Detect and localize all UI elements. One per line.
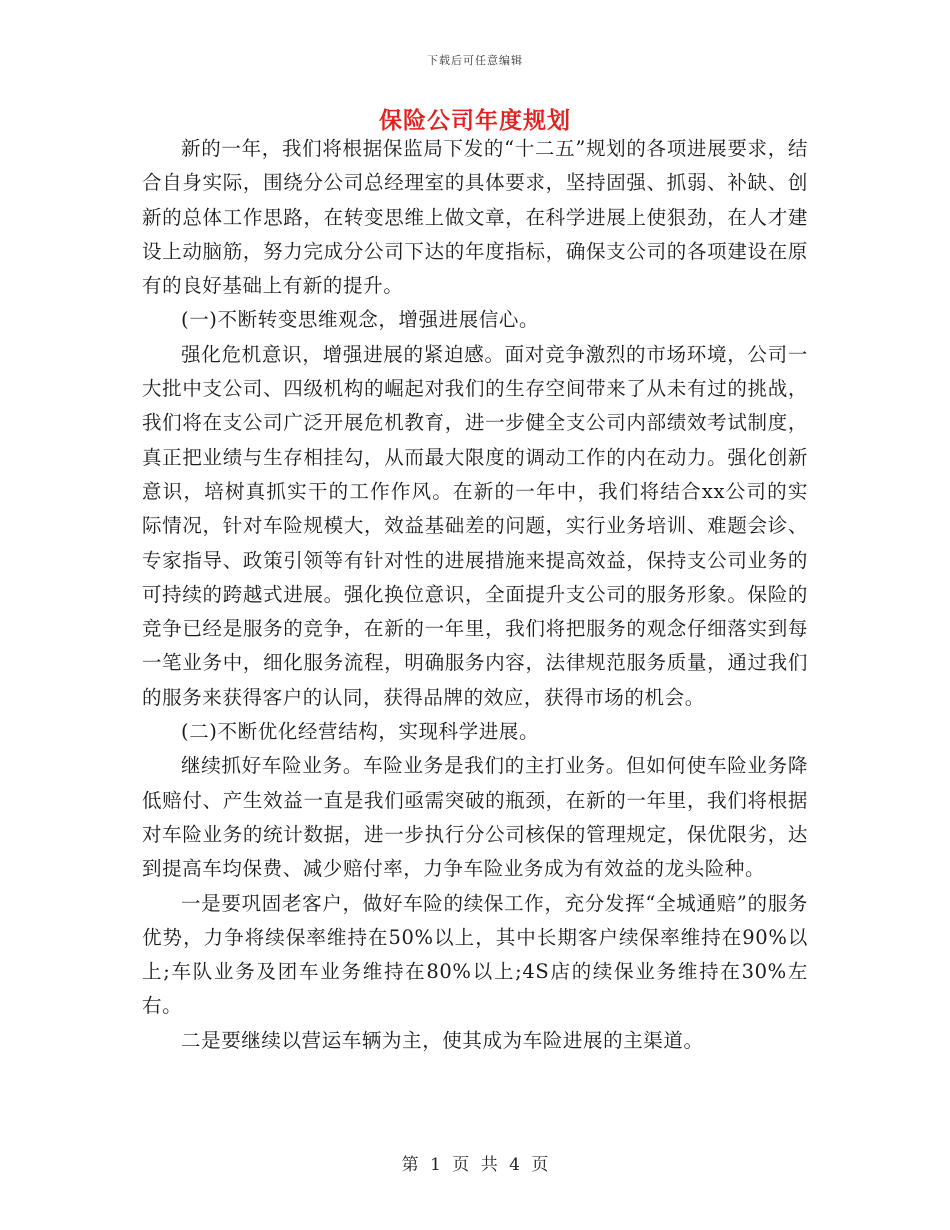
header-note: 下载后可任意编辑	[427, 54, 523, 67]
document-body	[142, 132, 808, 1058]
section-heading-2: (二)不断优化经营结构，实现科学进展。	[181, 720, 540, 744]
paragraph-intro: 新的一年，我们将根据保监局下发的“十二五”规划的各项进展要求，结合自身实际，围绕分公司总经理室的具体要求，坚持固强、抓弱、补缺、创新的总体工作思路，在转变思维上做文章，在科学进展上使狠劲，在人才建设上动脑筋，努力完成分公司下达的年度指标，确保支公司的各项建设在原有的良好基础上有新的提升。	[142, 137, 808, 298]
paragraph-awareness: 强化危机意识，增强进展的紧迫感。面对竞争激烈的市场环境，公司一大批中支公司、四级机构的崛起对我们的生存空间带来了从未有过的挑战，我们将在支公司广泛开展危机教育，进一步健全支公司内部绩效考试制度，真正把业绩与生存相挂勾，从而最大限度的调动工作的内在动力。强化创新意识，培树真抓实干的工作作风。在新的一年中，我们将结合xx公司的实际情况，针对车险规模大，效益基础差的问题，实行业务培训、难题会诊、专家指导、政策引领等有针对性的进展措施来提高效益，保持支公司业务的可持续的跨越式进展。强化换位意识，全面提升支公司的服务形象。保险的竞争已经是服务的竞争，在新的一年里，我们将把服务的观念仔细落实到每一笔业务中，细化服务流程，明确服务内容，法律规范服务质量，通过我们的服务来获得客户的认同，获得品牌的效应，获得市场的机会。	[142, 342, 808, 709]
document-title: 保险公司年度规划	[379, 107, 571, 134]
page-number-footer: 第 1 页 共 4 页	[401, 1155, 549, 1175]
paragraph-point-two: 二是要继续以营运车辆为主，使其成为车险进展的主渠道。	[181, 1028, 704, 1052]
section-heading-1: (一)不断转变思维观念，增强进展信心。	[181, 308, 540, 332]
paragraph-auto-insurance: 继续抓好车险业务。车险业务是我们的主打业务。但如何使车险业务降低赔付、产生效益一直是我们亟需突破的瓶颈，在新的一年里，我们将根据对车险业务的统计数据，进一步执行分公司核保的管理规定，保优限劣，达到提高车均保费、减少赔付率，力争车险业务成为有效益的龙头险种。	[142, 754, 808, 881]
paragraph-point-one: 一是要巩固老客户，做好车险的续保工作，充分发挥“全城通赔”的服务优势，力争将续保率维持在50%以上，其中长期客户续保率维持在90%以上;车队业务及团车业务维持在80%以上;4S店的续保业务维持在30%左右。	[142, 891, 808, 1018]
